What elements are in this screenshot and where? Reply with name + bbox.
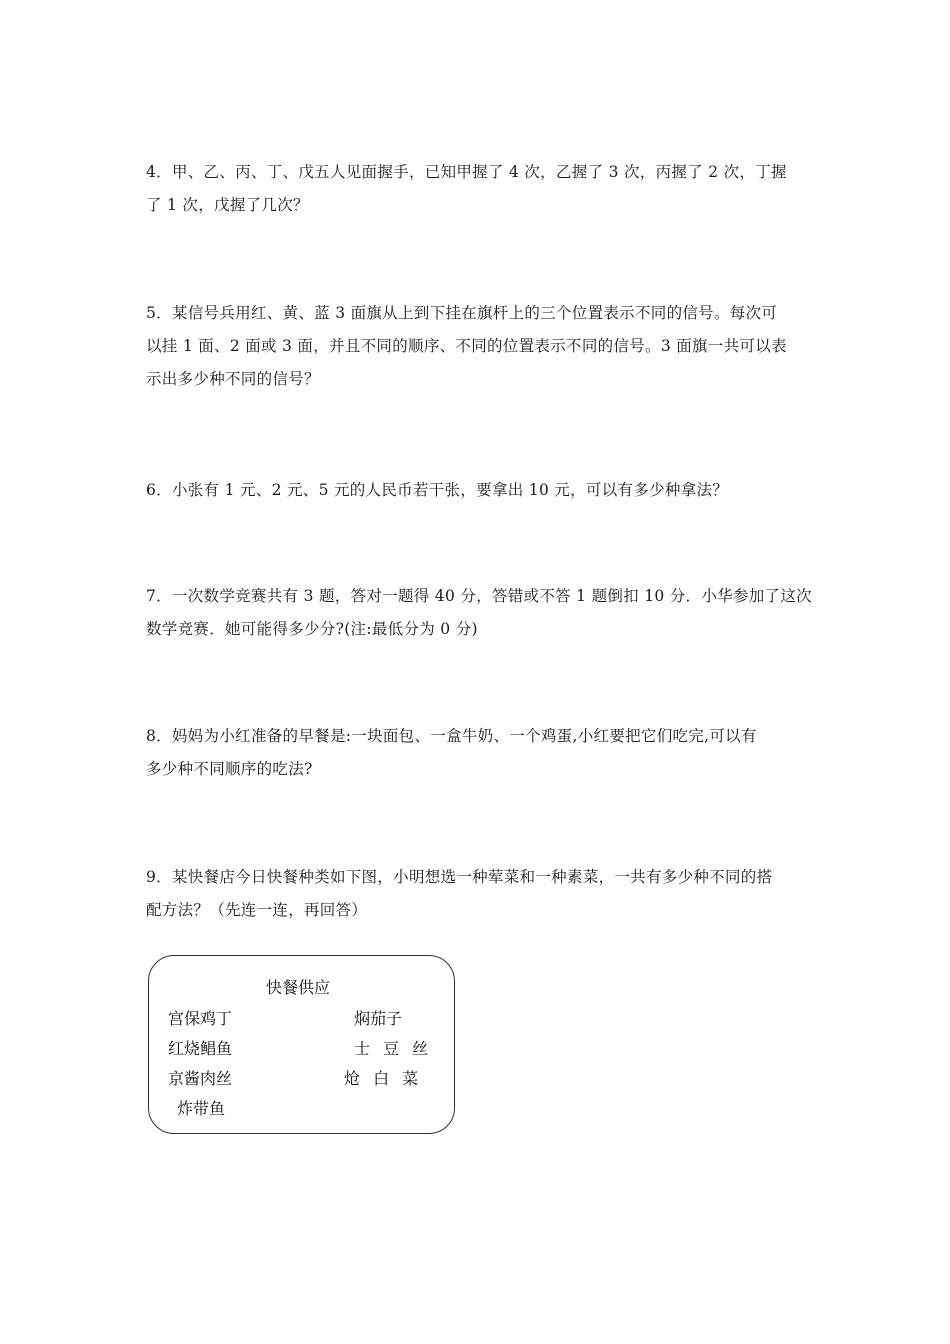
veg-dish-item: 焖茄子 xyxy=(354,1009,403,1028)
question-5-line-2: 以挂 1 面、2 面或 3 面，并且不同的顺序、不同的位置表示不同的信号。3 面旗一共可以表 xyxy=(146,337,787,355)
question-4-line-2: 了 1 次，戊握了几次？ xyxy=(146,196,309,214)
question-5 xyxy=(146,297,816,396)
question-5-line-3: 示出多少种不同的信号？ xyxy=(146,370,320,388)
question-9 xyxy=(146,861,816,927)
question-4-line-1: 4．甲、乙、丙、丁、戊五人见面握手，已知甲握了 4 次，乙握了 3 次，丙握了 2 次，丁握 xyxy=(146,163,787,181)
question-9-line-1: 9．某快餐店今日快餐种类如下图，小明想选一种荤菜和一种素菜，一共有多少种不同的搭 xyxy=(146,868,773,886)
meat-dish-item: 京酱肉丝 xyxy=(168,1069,233,1088)
question-7-line-1: 7．一次数学竞赛共有 3 题，答对一题得 40 分，答错或不答 1 题倒扣 10 分．小华参加了这次 xyxy=(146,587,812,605)
question-5-line-1: 5．某信号兵用红、黄、蓝 3 面旗从上到下挂在旗杆上的三个位置表示不同的信号。每次可 xyxy=(146,304,778,322)
question-8 xyxy=(146,720,816,786)
question-7-line-2: 数学竞赛．她可能得多少分?(注:最低分为 0 分) xyxy=(146,620,478,638)
question-6-line-1: 6．小张有 1 元、2 元、5 元的人民币若干张，要拿出 10 元，可以有多少种拿法？ xyxy=(146,481,729,499)
meat-dish-item: 宫保鸡丁 xyxy=(168,1009,233,1028)
menu-title: 快餐供应 xyxy=(266,978,331,997)
question-9-line-2: 配方法？（先连一连，再回答） xyxy=(146,901,368,919)
question-8-line-2: 多少种不同顺序的吃法? xyxy=(146,760,313,778)
menu-box xyxy=(148,955,455,1134)
question-4 xyxy=(146,156,816,222)
veg-dish-item: 炝 白 菜 xyxy=(344,1069,423,1088)
meat-dish-item: 红烧鲳鱼 xyxy=(168,1039,233,1058)
question-7 xyxy=(146,580,816,646)
meat-dish-item: 炸带鱼 xyxy=(177,1099,226,1118)
question-8-line-1: 8．妈妈为小红准备的早餐是:一块面包、一盒牛奶、一个鸡蛋,小红要把它们吃完,可以有 xyxy=(146,727,757,745)
question-6 xyxy=(146,474,816,507)
veg-dish-item: 士 豆 丝 xyxy=(354,1039,433,1058)
